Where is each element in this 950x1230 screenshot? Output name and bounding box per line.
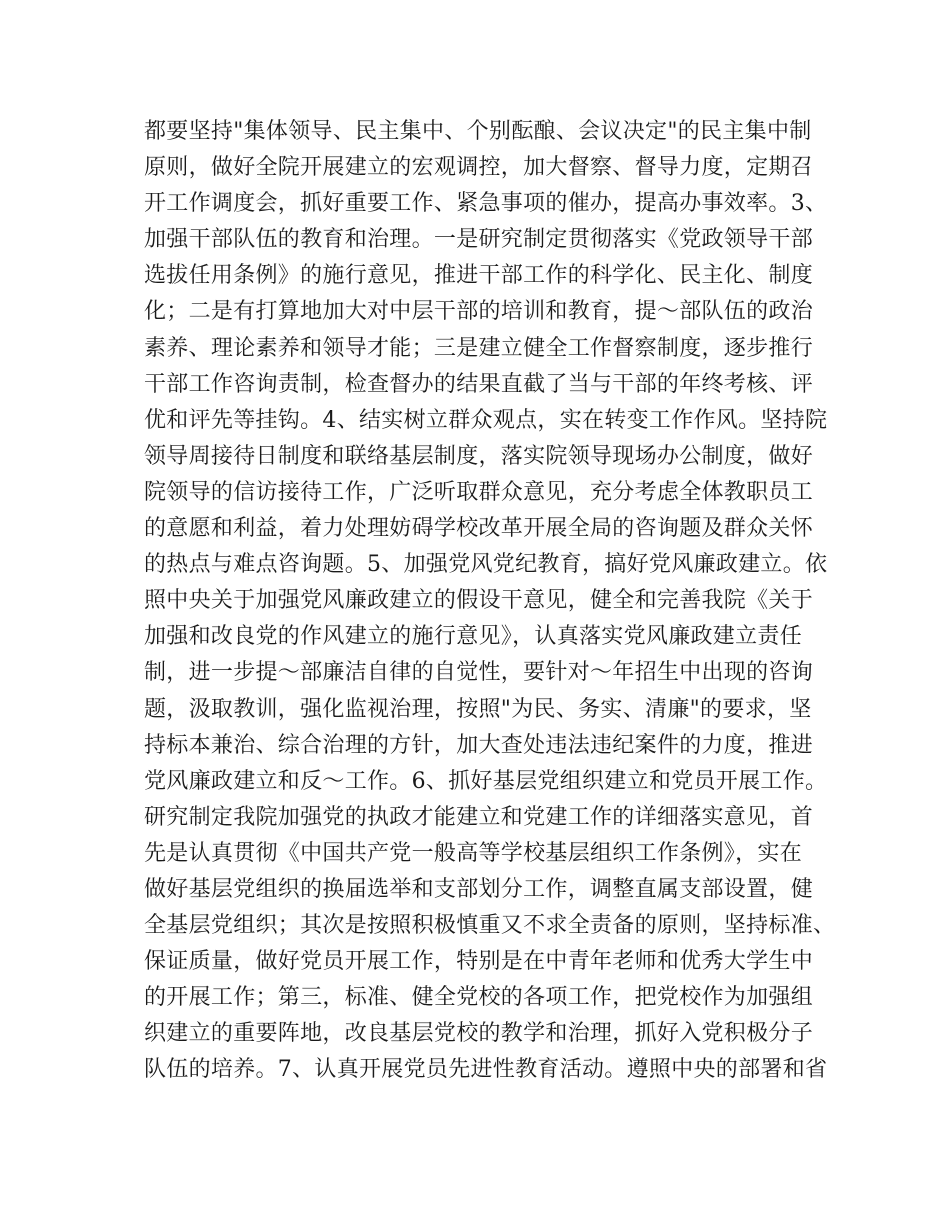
text-line: 干部工作咨询责制，检查督办的结果直截了当与干部的年终考核、评 xyxy=(144,371,814,397)
text-line: 都要坚持"集体领导、民主集中、个别酝酿、会议决定"的民主集中制 xyxy=(144,119,812,144)
text-line: 素养、理论素养和领导才能；三是建立健全工作督察制度，逐步推行 xyxy=(144,335,814,361)
text-line: 照中央关于加强党风廉政建立的假设干意见，健全和完善我院《关于 xyxy=(144,588,814,614)
text-line: 的意愿和利益，着力处理妨碍学校改革开展全局的咨询题及群众关怀 xyxy=(144,516,814,542)
text-line: 加强和改良党的作风建立的施行意见》，认真落实党风廉政建立责任 xyxy=(144,624,803,650)
text-line: 的开展工作；第三，标准、健全党校的各项工作，把党校作为加强组 xyxy=(144,985,814,1011)
text-line: 原则，做好全院开展建立的宏观调控，加大督察、督导力度，定期召 xyxy=(144,155,814,181)
text-line: 选拔任用条例》的施行意见，推进干部工作的科学化、民主化、制度 xyxy=(144,263,814,289)
text-line: 研究制定我院加强党的执政才能建立和党建工作的详细落实意见，首 xyxy=(144,804,814,830)
text-line: 织建立的重要阵地，改良基层党校的教学和治理，抓好入党积极分子 xyxy=(144,1021,814,1047)
text-line: 保证质量，做好党员开展工作，特别是在中青年老师和优秀大学生中 xyxy=(144,949,814,975)
text-line: 题，汲取教训，强化监视治理，按照"为民、务实、清廉"的要求，坚 xyxy=(144,696,812,722)
text-line: 开工作调度会，抓好重要工作、紧急事项的催办，提高办事效率。3、 xyxy=(144,191,828,217)
text-line: 领导周接待日制度和联络基层制度，落实院领导现场办公制度，做好 xyxy=(144,443,814,469)
text-line: 化；二是有打算地加大对中层干部的培训和教育，提～部队伍的政治 xyxy=(144,299,814,325)
text-line: 队伍的培养。7、认真开展党员先进性教育活动。遵照中央的部署和省 xyxy=(144,1057,828,1083)
text-line: 做好基层党组织的换届选举和支部划分工作，调整直属支部设置，健 xyxy=(144,876,814,902)
body-text xyxy=(144,114,844,1089)
text-line: 制，进一步提～部廉洁自律的自觉性，要针对～年招生中出现的咨询 xyxy=(144,660,814,686)
text-line: 党风廉政建立和反～工作。6、抓好基层党组织建立和党员开展工作。 xyxy=(144,768,828,794)
text-line: 的热点与难点咨询题。5、加强党风党纪教育，搞好党风廉政建立。依 xyxy=(144,552,828,578)
text-line: 加强干部队伍的教育和治理。一是研究制定贯彻落实《党政领导干部 xyxy=(144,227,814,253)
text-line: 优和评先等挂钩。4、结实树立群众观点，实在转变工作作风。坚持院 xyxy=(144,407,828,433)
text-line: 持标本兼治、综合治理的方针，加大查处违法违纪案件的力度，推进 xyxy=(144,732,814,758)
text-line: 全基层党组织；其次是按照积极慎重又不求全责备的原则，坚持标准、 xyxy=(144,913,836,939)
text-line: 院领导的信访接待工作，广泛听取群众意见，充分考虑全体教职员工 xyxy=(144,479,814,505)
text-line: 先是认真贯彻《中国共产党一般高等学校基层组织工作条例》，实在 xyxy=(144,840,803,866)
